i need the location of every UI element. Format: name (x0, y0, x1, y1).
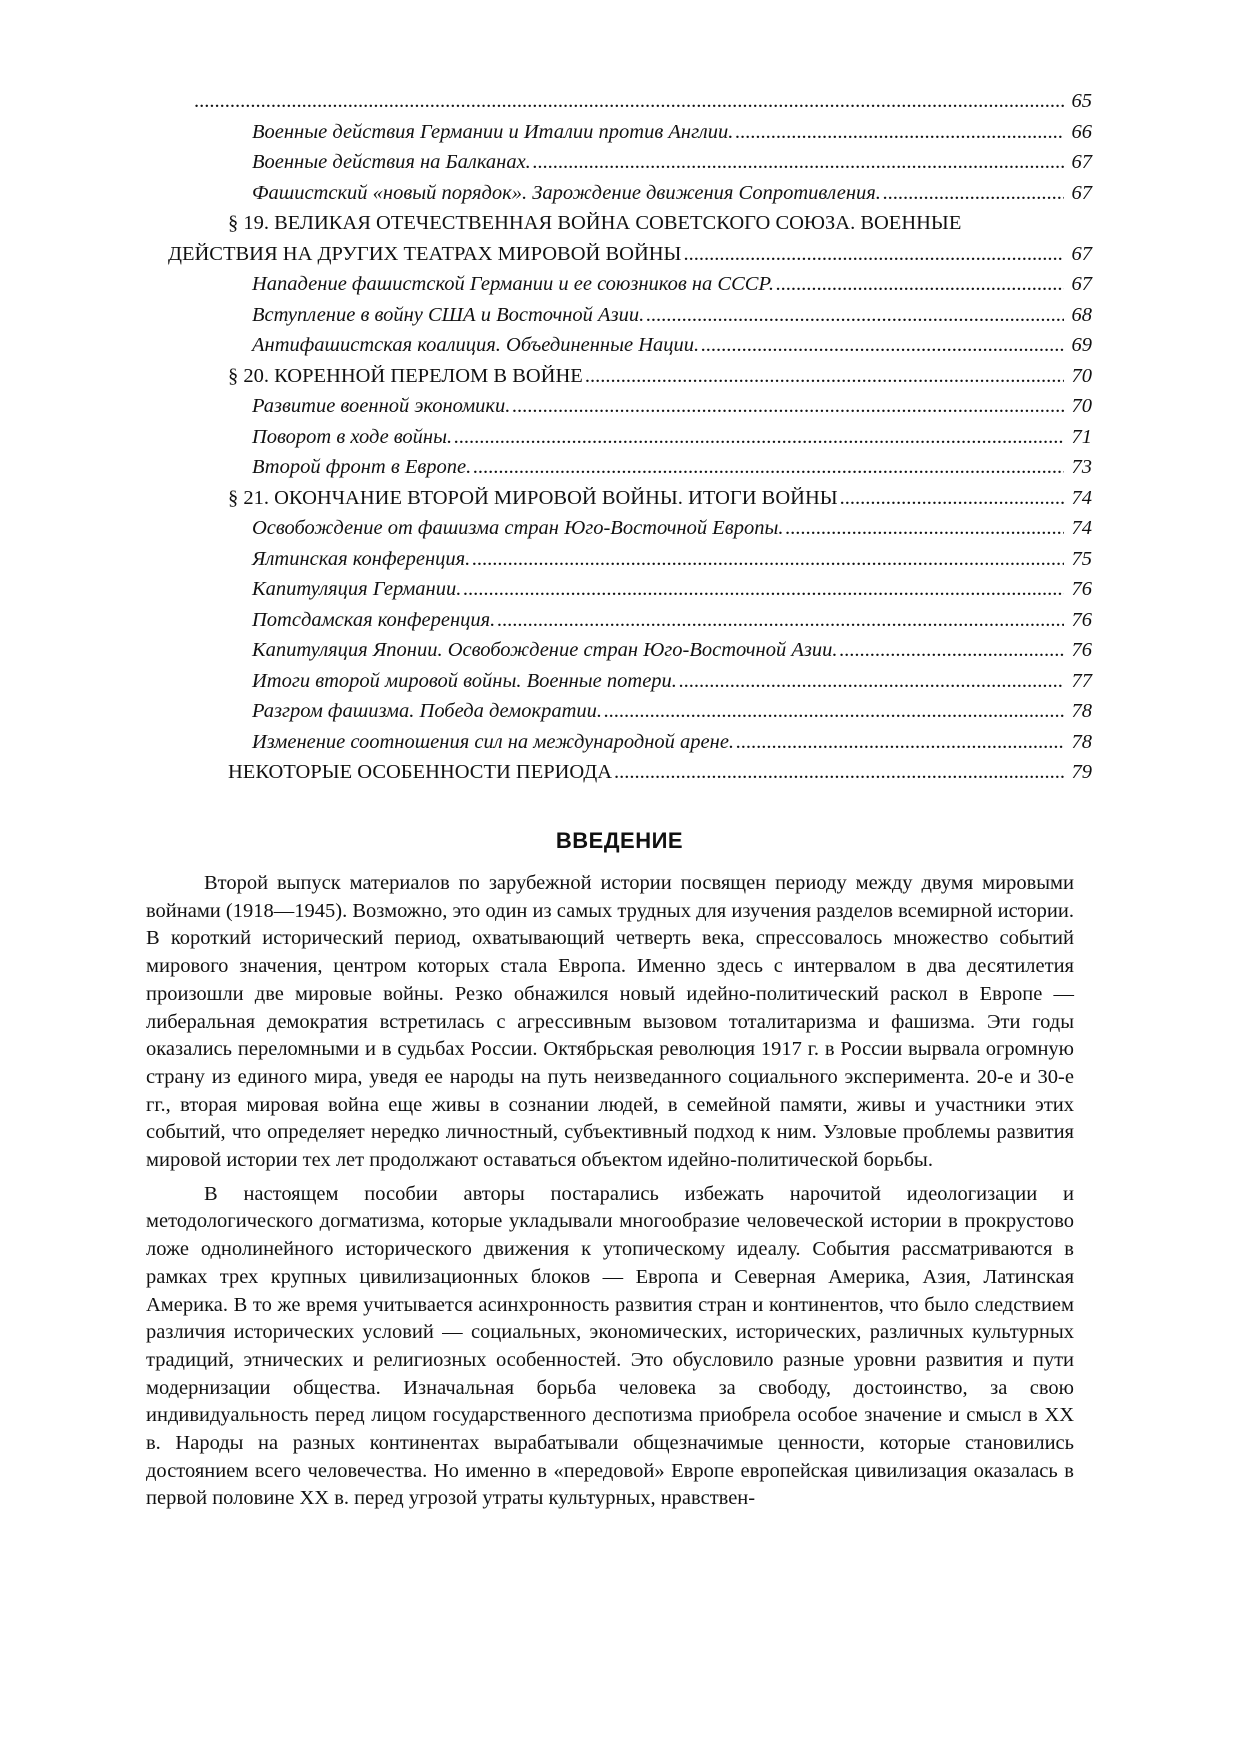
toc-entry-title: § 20. КОРЕННОЙ ПЕРЕЛОМ В ВОЙНЕ (228, 364, 583, 387)
toc-leader-dots (883, 178, 1064, 209)
toc-entry-title: Итоги второй мировой войны. Военные потери. (252, 669, 677, 692)
toc-page-number: 67 (1071, 273, 1092, 295)
toc-leader-dots (497, 605, 1064, 636)
toc-leader-dots (472, 544, 1064, 575)
toc-leader-dots (194, 86, 1064, 117)
toc-entry[interactable] (168, 361, 1092, 392)
toc-entry-title: Капитуляция Японии. Освобождение стран Юго-Восточной Азии. (252, 639, 838, 661)
toc-entry[interactable] (168, 513, 1092, 544)
toc-page-number: 74 (1071, 486, 1092, 509)
toc-entry[interactable] (168, 727, 1092, 758)
toc-entry[interactable] (168, 666, 1092, 697)
toc-entry-title-line2: ДЕЙСТВИЯ НА ДРУГИХ ТЕАТРАХ МИРОВОЙ ВОЙНЫ (168, 242, 682, 265)
toc-page-number: 65 (1071, 90, 1092, 112)
toc-page-number: 67 (1071, 242, 1092, 265)
toc-entry-title: Антифашистская коалиция. Объединенные Нации. (252, 334, 700, 356)
paragraph: В настоящем пособии авторы постарались избежать нарочитой идеологизации и методологического догматизма, которые укладывали многообразие человеческой истории в прокрустово ложе однолинейного исторического движения к утопическому идеалу. События рассматриваются в рамках трех крупных цивилизационных блоков — Европа и Северная Америка, Азия, Латинская Америка. В то же время учитывается асинхронность развития стран и континентов, что было следствием различия исторических условий — социальных, экономических, исторических, различных культурных традиций, этнических и религиозных особенностей. Это обусловило разные уровни развития и пути модернизации общества. Изначальная борьба человека за свободу, достоинство, за свою индивидуальность перед лицом государственного деспотизма приобрела особое значение и смысл в XX в. Народы на разных континентах вырабатывали общезначимые ценности, которые становились достоянием всего человечества. Но именно в «передовой» Европе европейская цивилизация оказалась в первой половине XX в. перед угрозой утраты культурных, нравствен- (146, 1182, 1074, 1510)
toc-leader-dots (463, 574, 1064, 605)
toc-page-number: 71 (1071, 425, 1092, 448)
toc-entry-title: Разгром фашизма. Победа демократии. (252, 700, 603, 722)
toc-page-number: 78 (1071, 730, 1092, 753)
toc-entry[interactable] (168, 635, 1092, 666)
toc-entry-title: Военные действия на Балканах. (252, 151, 531, 173)
toc-page-number: 67 (1071, 181, 1092, 204)
toc-leader-dots (473, 452, 1064, 483)
toc-entry[interactable] (168, 757, 1092, 788)
toc-page-number: 78 (1071, 700, 1092, 722)
toc-page-number: 68 (1071, 303, 1092, 326)
table-of-contents (168, 86, 1092, 788)
toc-leader-dots (785, 513, 1064, 544)
toc-entry[interactable] (168, 208, 1092, 269)
toc-leader-dots (512, 391, 1064, 422)
toc-leader-dots (736, 727, 1064, 758)
toc-entry-title: Потсдамская конференция. (252, 608, 496, 631)
toc-leader-dots (646, 300, 1064, 331)
toc-leader-dots (776, 269, 1064, 300)
toc-entry-title: НЕКОТОРЫЕ ОСОБЕННОСТИ ПЕРИОДА (228, 761, 612, 783)
toc-entry[interactable] (168, 422, 1092, 453)
toc-page-number: 73 (1071, 456, 1092, 478)
section-heading: ВВЕДЕНИЕ (555, 828, 684, 853)
toc-entry[interactable] (168, 178, 1092, 209)
toc-leader-dots (604, 696, 1064, 727)
toc-entry[interactable] (168, 452, 1092, 483)
toc-leader-dots (614, 757, 1064, 788)
toc-page-number: 76 (1071, 578, 1092, 600)
toc-entry[interactable] (168, 86, 1092, 117)
introduction-body (146, 870, 1074, 1519)
toc-leader-dots (533, 147, 1064, 178)
toc-page-number: 75 (1071, 547, 1092, 570)
toc-page-number: 74 (1071, 517, 1092, 539)
toc-entry-title: Капитуляция Германии. (252, 578, 462, 600)
toc-leader-dots (683, 239, 1064, 270)
toc-entry-title: Ялтинская конференция. (252, 547, 471, 570)
toc-leader-dots (701, 330, 1064, 361)
toc-page-number: 70 (1071, 364, 1092, 387)
paragraph: Второй выпуск материалов по зарубежной истории посвящен периоду между двумя мировыми войнами (1918—1945). Возможно, это один из самых трудных для изучения разделов всемирной истории. В короткий исторический период, охватывающий четверть века, спрессовалось множество событий мирового значения, центром которых стала Европа. Именно здесь с интервалом в два десятилетия произошли две мировые войны. Резко обнажился новый идейно-политический раскол в Европе — либеральная демократия встретилась с агрессивным вызовом тоталитаризма и фашизма. Эти годы оказались переломными и в судьбах России. Октябрьская революция 1917 г. в России вырвала огромную страну из единого мира, уведя ее народы на путь неизведанного социального эксперимента. 20-е и 30-е гг., вторая мировая война еще живы в сознании людей, в семейной памяти, живы и участники этих событий, что определяет нередко личностный, субъективный подход к ним. Узловые проблемы развития мировой истории тех лет продолжают оставаться объектом идейно-политической борьбы. (146, 872, 1074, 1172)
toc-leader-dots (840, 635, 1065, 666)
toc-entry-title: Поворот в ходе войны. (252, 425, 453, 448)
toc-entry-title: § 21. ОКОНЧАНИЕ ВТОРОЙ МИРОВОЙ ВОЙНЫ. ИТОГИ ВОЙНЫ (228, 486, 838, 509)
toc-entry[interactable] (168, 269, 1092, 300)
toc-entry[interactable] (168, 544, 1092, 575)
toc-page-number: 70 (1071, 395, 1092, 417)
toc-entry-title: Развитие военной экономики. (252, 395, 511, 417)
toc-page-number: 79 (1071, 761, 1092, 783)
toc-entry-title: Второй фронт в Европе. (252, 456, 472, 478)
toc-page-number: 77 (1071, 669, 1092, 692)
toc-page-number: 76 (1071, 608, 1092, 631)
toc-entry[interactable] (168, 147, 1092, 178)
toc-leader-dots (679, 666, 1064, 697)
toc-entry[interactable] (168, 391, 1092, 422)
toc-entry[interactable] (168, 483, 1092, 514)
toc-entry[interactable] (168, 300, 1092, 331)
toc-entry[interactable] (168, 605, 1092, 636)
toc-entry-title: Изменение соотношения сил на международной арене. (252, 730, 735, 753)
toc-page-number: 67 (1071, 151, 1092, 173)
toc-entry-title: Военные действия Германии и Италии против Англии. (252, 120, 734, 143)
toc-entry-title: Фашистский «новый порядок». Зарождение движения Сопротивления. (252, 181, 881, 204)
toc-page-number: 76 (1071, 639, 1092, 661)
toc-leader-dots (454, 422, 1064, 453)
toc-entry-title-line1: § 19. ВЕЛИКАЯ ОТЕЧЕСТВЕННАЯ ВОЙНА СОВЕТСКОГО СОЮЗА. ВОЕННЫЕ (228, 212, 962, 234)
toc-entry[interactable] (168, 696, 1092, 727)
toc-entry[interactable] (168, 117, 1092, 148)
toc-page-number: 66 (1071, 120, 1092, 143)
toc-entry-title: Нападение фашистской Германии и ее союзников на СССР. (252, 273, 775, 295)
toc-entry-title: Вступление в войну США и Восточной Азии. (252, 303, 645, 326)
toc-entry[interactable] (168, 574, 1092, 605)
toc-leader-dots (585, 361, 1064, 392)
toc-leader-dots (735, 117, 1064, 148)
toc-page-number: 69 (1071, 334, 1092, 356)
toc-entry-title: Освобождение от фашизма стран Юго-Восточной Европы. (252, 517, 784, 539)
toc-leader-dots (840, 483, 1064, 514)
toc-entry[interactable] (168, 330, 1092, 361)
